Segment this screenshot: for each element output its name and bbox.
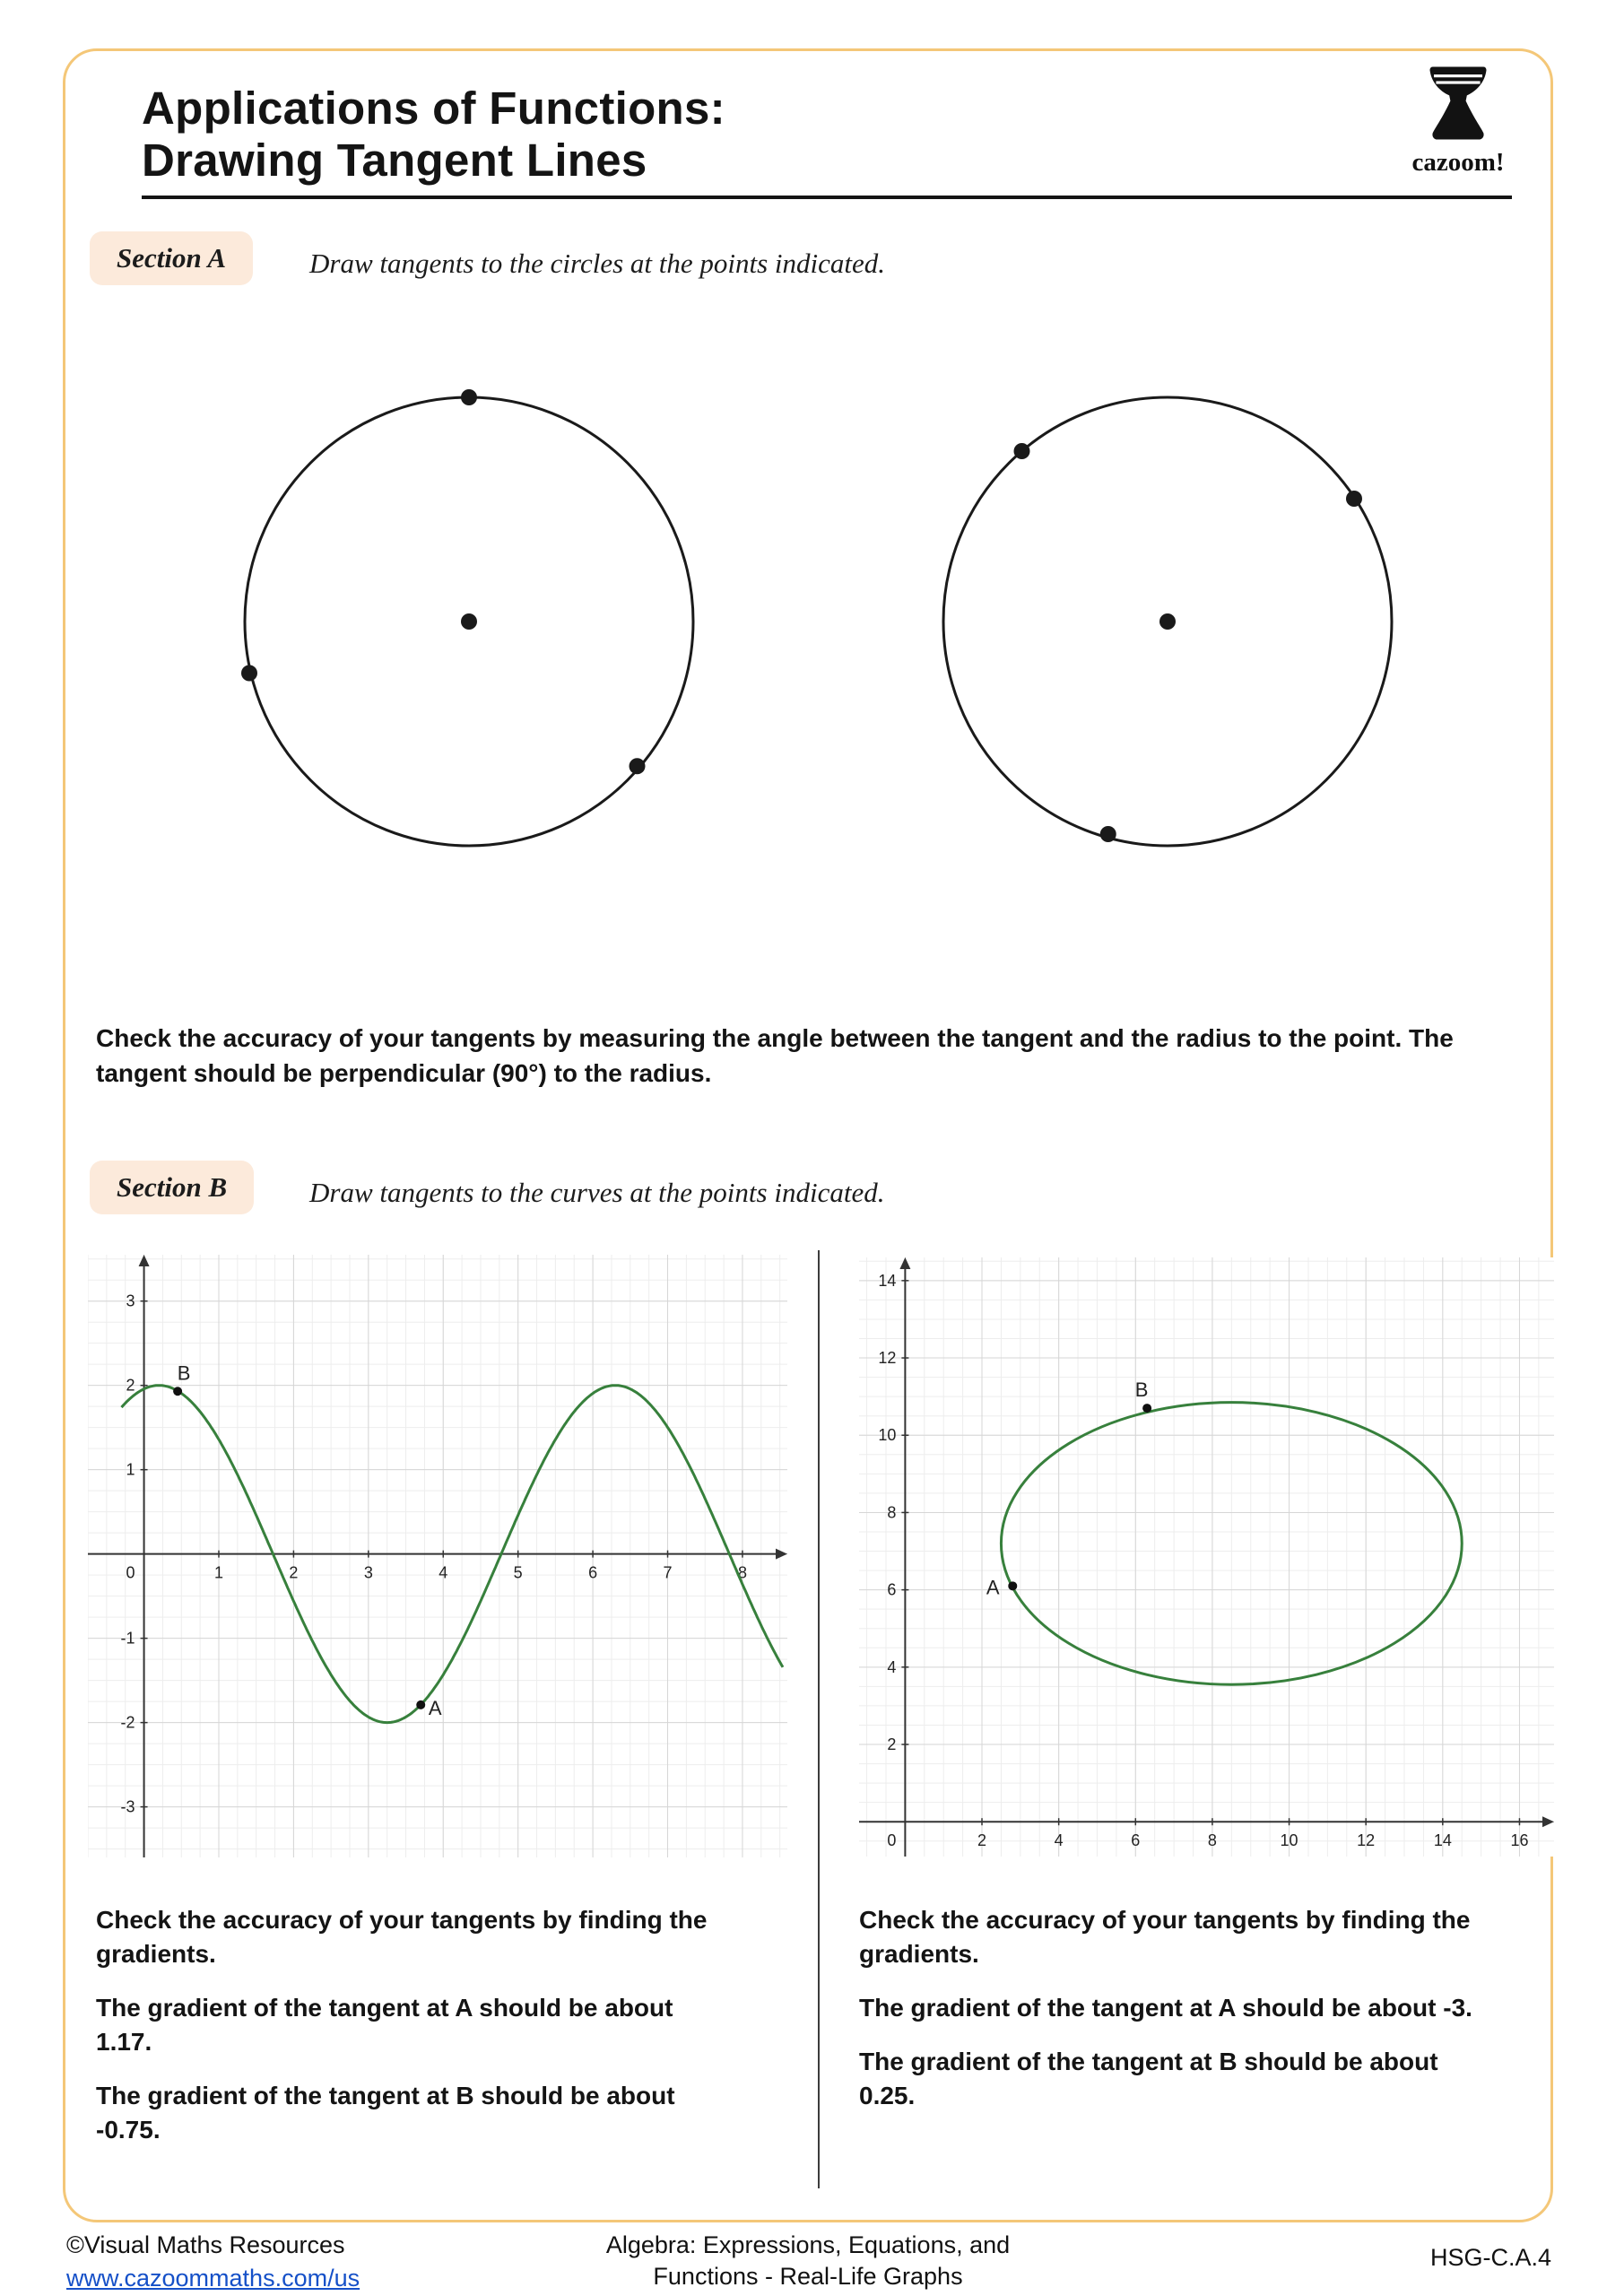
x-tick-label: 4 bbox=[1054, 1831, 1064, 1850]
title-underline bbox=[142, 196, 1512, 199]
x-tick-label: 4 bbox=[439, 1563, 448, 1582]
footer-topic-line1: Algebra: Expressions, Equations, and bbox=[605, 2231, 1011, 2258]
y-tick-label: 3 bbox=[126, 1292, 135, 1310]
x-tick-label: 5 bbox=[513, 1563, 523, 1582]
section-a-accuracy-note: Check the accuracy of your tangents by measuring the angle between the tangent and the radius to the point. The tangent should be perpendicular (90°) to the radius. bbox=[96, 1024, 1454, 1088]
circle-figure-left bbox=[231, 384, 707, 859]
tangent-point-label-b: B bbox=[177, 1361, 191, 1385]
page-border bbox=[63, 48, 1553, 2222]
ellipse-curve-graph bbox=[859, 1257, 1554, 1857]
y-axis-arrow bbox=[139, 1255, 150, 1266]
circumference-point-dot bbox=[1100, 826, 1116, 842]
results-right-gradient-b: The gradient of the tangent at B should be about 0.25. bbox=[859, 2048, 1438, 2110]
results-left-gradient-b: The gradient of the tangent at B should be about -0.75. bbox=[96, 2082, 675, 2144]
title-line-2: Drawing Tangent Lines bbox=[142, 134, 647, 186]
results-right-column bbox=[859, 1903, 1487, 2133]
tangent-point-b bbox=[173, 1387, 182, 1396]
section-b-instruction: Draw tangents to the curves at the points indicated. bbox=[309, 1177, 885, 1208]
origin-label: 0 bbox=[887, 1831, 897, 1850]
tangent-point-a bbox=[1008, 1581, 1017, 1590]
results-right-gradient-a: The gradient of the tangent at A should be about -3. bbox=[859, 1994, 1472, 2022]
results-left-check-text: Check the accuracy of your tangents by finding the gradients. bbox=[96, 1906, 708, 1969]
tangent-point-a bbox=[416, 1700, 425, 1709]
sine-curve-graph bbox=[88, 1255, 787, 1857]
standard-code: HSG-C.A.4 bbox=[1429, 2244, 1551, 2271]
copyright-text: ©Visual Maths Resources bbox=[66, 2231, 345, 2258]
x-axis-arrow bbox=[1542, 1816, 1554, 1827]
x-tick-label: 14 bbox=[1433, 1831, 1452, 1850]
y-tick-label: 12 bbox=[878, 1349, 897, 1368]
x-tick-label: 2 bbox=[977, 1831, 987, 1850]
y-tick-label: 10 bbox=[878, 1426, 897, 1445]
results-left-column bbox=[96, 1903, 724, 2167]
cazoom-logo bbox=[1395, 65, 1521, 178]
tangent-point-label-b: B bbox=[1134, 1378, 1149, 1402]
page-footer bbox=[63, 2230, 1553, 2296]
y-axis-arrow bbox=[899, 1257, 910, 1269]
x-tick-label: 16 bbox=[1510, 1831, 1529, 1850]
y-tick-label: 1 bbox=[126, 1460, 135, 1479]
x-tick-label: 8 bbox=[737, 1563, 747, 1582]
x-tick-label: 8 bbox=[1207, 1831, 1217, 1850]
x-tick-label: 3 bbox=[363, 1563, 373, 1582]
footer-topic-line2: Functions - Real-Life Graphs bbox=[653, 2263, 963, 2291]
section-a-badge: Section A bbox=[90, 231, 253, 285]
circle-figure-right bbox=[930, 384, 1405, 859]
footer-topic bbox=[606, 2230, 1010, 2292]
section-b-badge: Section B bbox=[90, 1161, 254, 1214]
centre-dot bbox=[461, 613, 477, 630]
circumference-point-dot bbox=[241, 665, 257, 682]
x-tick-label: 10 bbox=[1280, 1831, 1298, 1850]
cazoom-url-link[interactable]: www.cazoommaths.com/us bbox=[66, 2265, 360, 2292]
page-title bbox=[142, 83, 725, 186]
tangent-point-label-a: A bbox=[428, 1696, 442, 1719]
results-left-gradient-a: The gradient of the tangent at A should be about 1.17. bbox=[96, 1994, 673, 2057]
centre-dot bbox=[1159, 613, 1176, 630]
x-tick-label: 12 bbox=[1357, 1831, 1376, 1850]
y-tick-label: -3 bbox=[120, 1797, 135, 1816]
y-tick-label: 4 bbox=[887, 1657, 897, 1676]
y-tick-label: 14 bbox=[878, 1271, 897, 1290]
footer-left bbox=[66, 2230, 360, 2294]
circumference-point-dot bbox=[1346, 491, 1362, 507]
x-tick-label: 6 bbox=[1131, 1831, 1141, 1850]
tangent-point-b bbox=[1142, 1404, 1151, 1413]
y-tick-label: 8 bbox=[887, 1503, 897, 1522]
y-tick-label: 2 bbox=[126, 1376, 135, 1395]
circumference-point-dot bbox=[630, 758, 646, 774]
cazoom-drum-icon bbox=[1424, 65, 1492, 142]
results-right-check-text: Check the accuracy of your tangents by finding the gradients. bbox=[859, 1906, 1471, 1969]
y-tick-label: 6 bbox=[887, 1580, 897, 1599]
tangent-point-label-a: A bbox=[986, 1576, 1000, 1599]
circumference-point-dot bbox=[461, 389, 477, 405]
y-tick-label: -2 bbox=[120, 1713, 135, 1732]
origin-label: 0 bbox=[126, 1563, 135, 1582]
y-tick-label: -1 bbox=[120, 1629, 135, 1648]
column-divider bbox=[818, 1250, 820, 2188]
section-a-instruction: Draw tangents to the circles at the points indicated. bbox=[309, 248, 886, 279]
cazoom-logo-text: cazoom! bbox=[1411, 148, 1505, 177]
x-tick-label: 6 bbox=[588, 1563, 598, 1582]
x-axis-arrow bbox=[776, 1549, 787, 1560]
circumference-point-dot bbox=[1014, 443, 1030, 459]
x-tick-label: 1 bbox=[213, 1563, 223, 1582]
title-line-1: Applications of Functions: bbox=[142, 83, 725, 134]
x-tick-label: 2 bbox=[289, 1563, 299, 1582]
y-tick-label: 2 bbox=[887, 1735, 897, 1754]
x-tick-label: 7 bbox=[663, 1563, 673, 1582]
